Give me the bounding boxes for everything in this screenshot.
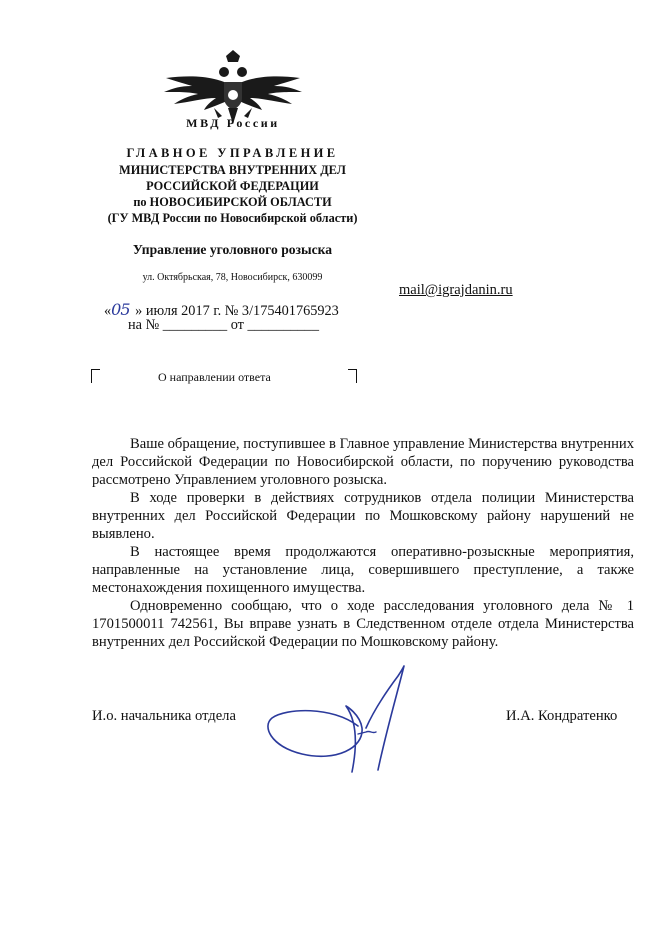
body-paragraph: Ваше обращение, поступившее в Главное управление Министерства внутренних дел Российской Федерации по Новосибирской области, по поручению руководства рассмотрено Управлением уголовного розыска.: [92, 436, 634, 488]
letterhead-line: (ГУ МВД России по Новосибирской области): [107, 211, 358, 225]
letterhead-line: РОССИЙСКОЙ ФЕДЕРАЦИИ: [146, 179, 319, 193]
subject-bracket-left: [91, 369, 100, 383]
subject-line: О направлении ответа: [158, 370, 271, 384]
signatory-title: И.о. начальника отдела: [92, 708, 236, 724]
recipient-email: mail@igrajdanin.ru: [399, 282, 513, 298]
letterhead-line: МИНИСТЕРСТВА ВНУТРЕННИХ ДЕЛ: [119, 163, 346, 177]
reference-line: на № _________ от __________: [128, 317, 319, 333]
signatory-name: И.А. Кондратенко: [506, 708, 618, 724]
letterhead-line: ГЛАВНОЕ УПРАВЛЕНИЕ: [126, 146, 339, 160]
subject-bracket-right: [348, 369, 357, 383]
department-address: ул. Октябрьская, 78, Новосибирск, 630099: [142, 272, 323, 283]
dispatch-date-rest: июля 2017 г. № 3/175401765923: [142, 303, 339, 319]
handwritten-day: 05: [111, 300, 130, 319]
body-paragraph: Одновременно сообщаю, что о ходе расследования уголовного дела № 1 1701500011 742561, Вы вправе узнать в Следственном отделе отдела Министерства внутренних дел Российской Федерации по Мошковскому району.: [92, 598, 634, 650]
handwritten-signature-icon: [262, 662, 442, 774]
org-short-name: МВД России: [186, 116, 280, 130]
letterhead-line: по НОВОСИБИРСКОЙ ОБЛАСТИ: [133, 195, 332, 209]
department-name: Управление уголовного розыска: [132, 242, 333, 257]
quote-close: »: [135, 303, 143, 319]
letter-body: [92, 435, 634, 651]
body-paragraph: В настоящее время продолжаются оперативно-розыскные мероприятия, направленные на установление лица, совершившего преступление, а также местонахождения похищенного имущества.: [92, 544, 634, 596]
eagle-emblem-icon: [158, 48, 308, 126]
body-paragraph: В ходе проверки в действиях сотрудников отдела полиции Министерства внутренних дел Российской Федерации по Мошковскому району нарушений не выявлено.: [92, 490, 634, 542]
quote-open: «: [104, 303, 112, 319]
